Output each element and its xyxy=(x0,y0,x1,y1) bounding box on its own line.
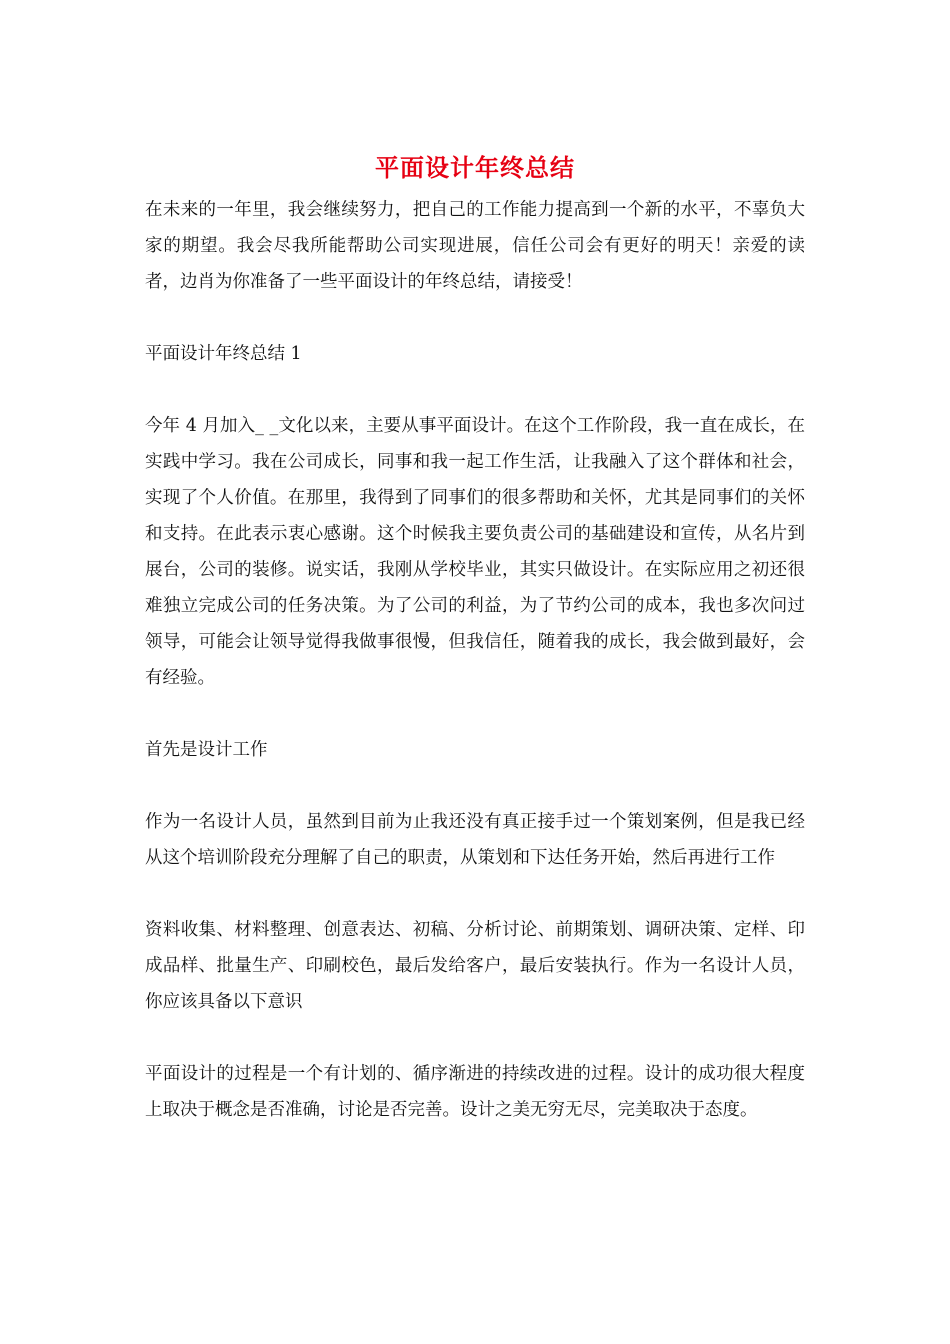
paragraph-gap xyxy=(145,876,950,912)
document-title: 平面设计年终总结 xyxy=(375,153,575,182)
body-paragraph-role: 作为一名设计人员，虽然到目前为止我还没有真正接手过一个策划案例，但是我已经从这个培训阶段充分理解了自己的职责，从策划和下达任务开始，然后再进行工作 xyxy=(145,812,805,868)
paragraph-gap xyxy=(145,696,950,732)
paragraph-gap xyxy=(145,372,950,408)
paragraph-gap xyxy=(145,300,950,336)
paragraph-gap xyxy=(145,1020,950,1056)
body-paragraph-process-steps: 资料收集、材料整理、创意表达、初稿、分析讨论、前期策划、调研决策、定样、印成品样、批量生产、印刷校色，最后发给客户，最后安装执行。作为一名设计人员，你应该具备以下意识 xyxy=(145,920,805,1012)
body-paragraph-design-process: 平面设计的过程是一个有计划的、循序渐进的持续改进的过程。设计的成功很大程度上取决于概念是否准确，讨论是否完善。设计之美无穷无尽，完美取决于态度。 xyxy=(145,1064,805,1120)
section-heading-summary-1: 平面设计年终总结 1 xyxy=(145,344,302,364)
intro-paragraph: 在未来的一年里，我会继续努力，把自己的工作能力提高到一个新的水平，不辜负大家的期望。我会尽我所能帮助公司实现进展，信任公司会有更好的明天！亲爱的读者，边肖为你准备了一些平面设计的年终总结，请接受！ xyxy=(145,200,805,292)
body-paragraph-experience: 今年 4 月加入_ _文化以来，主要从事平面设计。在这个工作阶段，我一直在成长，在实践中学习。我在公司成长，同事和我一起工作生活，让我融入了这个群体和社会，实现了个人价值。在那里，我得到了同事们的很多帮助和关怀，尤其是同事们的关怀和支持。在此表示衷心感谢。这个时候我主要负责公司的基础建设和宣传，从名片到展台，公司的装修。说实话，我刚从学校毕业，其实只做设计。在实际应用之初还很难独立完成公司的任务决策。为了公司的利益，为了节约公司的成本，我也多次问过领导，可能会让领导觉得我做事很慢，但我信任，随着我的成长，我会做到最好，会有经验。 xyxy=(145,416,805,688)
paragraph-gap xyxy=(145,768,950,804)
section-heading-design-work: 首先是设计工作 xyxy=(145,740,268,760)
